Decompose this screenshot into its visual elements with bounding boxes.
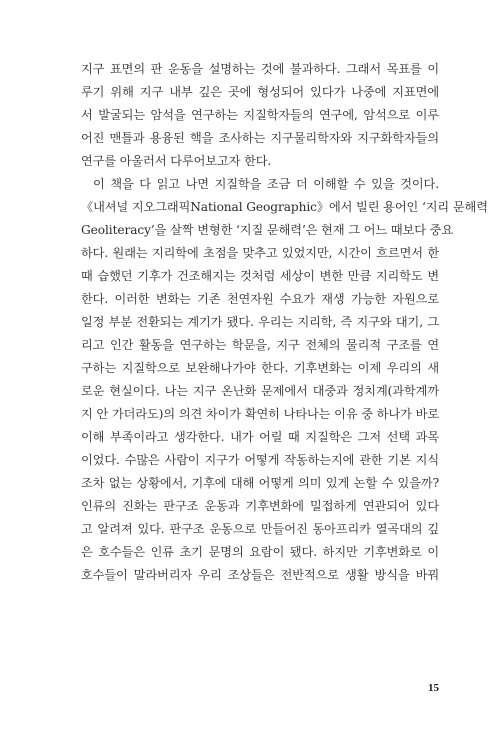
text-line: 이 책을 다 읽고 나면 지질학을 조금 더 이해할 수 있을 것이다. — [93, 177, 439, 191]
text-line: 은 호수들은 인류 초기 문명의 요람이 됐다. 하지만 기후변화로 이 — [81, 545, 439, 559]
text-line: 하다. 원래는 지리학에 초점을 맞추고 있었지만, 시간이 흐르면서 한 — [81, 246, 439, 260]
text-line: 지 안 가더라도)의 의견 차이가 확연히 나타나는 이유 중 하나가 바로 — [81, 407, 439, 421]
text-line: 이해 부족이라고 생각한다. 내가 어릴 때 지질학은 그저 선택 과목 — [81, 430, 439, 444]
text-line: 지구 표면의 판 운동을 설명하는 것에 불과하다. 그래서 목표를 이 — [81, 62, 439, 76]
text-line: 《내셔널 지오그래픽National Geographic》에서 빌린 용어인 ‘지리 문해력 — [81, 200, 488, 214]
text-line: 루기 위해 지구 내부 깊은 곳에 형성되어 있다가 나중에 지표면에 — [81, 85, 439, 99]
text-line: 리고 인간 활동을 연구하는 학문을, 지구 전체의 물리적 구조를 연 — [81, 338, 439, 352]
text-line: 고 알려져 있다. 판구조 운동으로 만들어진 동아프리카 열곡대의 깊 — [81, 522, 439, 536]
page-number: 15 — [428, 682, 439, 694]
text-line: 연구를 아울러서 다루어보고자 한다. — [81, 154, 272, 168]
body-text — [81, 58, 488, 587]
text-line: 때 습했던 기후가 건조해지는 것처럼 세상이 변한 만큼 지리학도 변 — [81, 269, 439, 283]
text-line: 어진 맨틀과 용융된 핵을 조사하는 지구물리학자와 지구화학자들의 — [81, 131, 439, 145]
text-line: 서 발굴되는 암석을 연구하는 지질학자들의 연구에, 암석으로 이루 — [81, 108, 439, 122]
text-line: 일정 부분 전환되는 계기가 됐다. 우리는 지리학, 즉 지구와 대기, 그 — [81, 315, 439, 329]
text-line: 구하는 지질학으로 보완해나가야 한다. 기후변화는 이제 우리의 새 — [81, 361, 439, 375]
text-line: 이었다. 수많은 사람이 지구가 어떻게 작동하는지에 관한 기본 지식 — [81, 453, 439, 467]
text-line: 인류의 진화는 판구조 운동과 기후변화에 밀접하게 연관되어 있다 — [81, 499, 439, 513]
text-line: 한다. 이러한 변화는 기존 천연자원 수요가 재생 가능한 자원으로 — [81, 292, 439, 306]
text-line: 조차 없는 상황에서, 기후에 대해 어떻게 의미 있게 논할 수 있을까? — [81, 476, 439, 490]
text-line: Geoliteracy’을 살짝 변형한 ‘지질 문해력’은 현재 그 어느 때보다 중요 — [81, 223, 453, 237]
text-line: 호수들이 말라버리자 우리 조상들은 전반적으로 생활 방식을 바꿔 — [81, 568, 439, 582]
text-line: 로운 현실이다. 나는 지구 온난화 문제에서 대중과 정치계(과학계까 — [81, 384, 439, 398]
